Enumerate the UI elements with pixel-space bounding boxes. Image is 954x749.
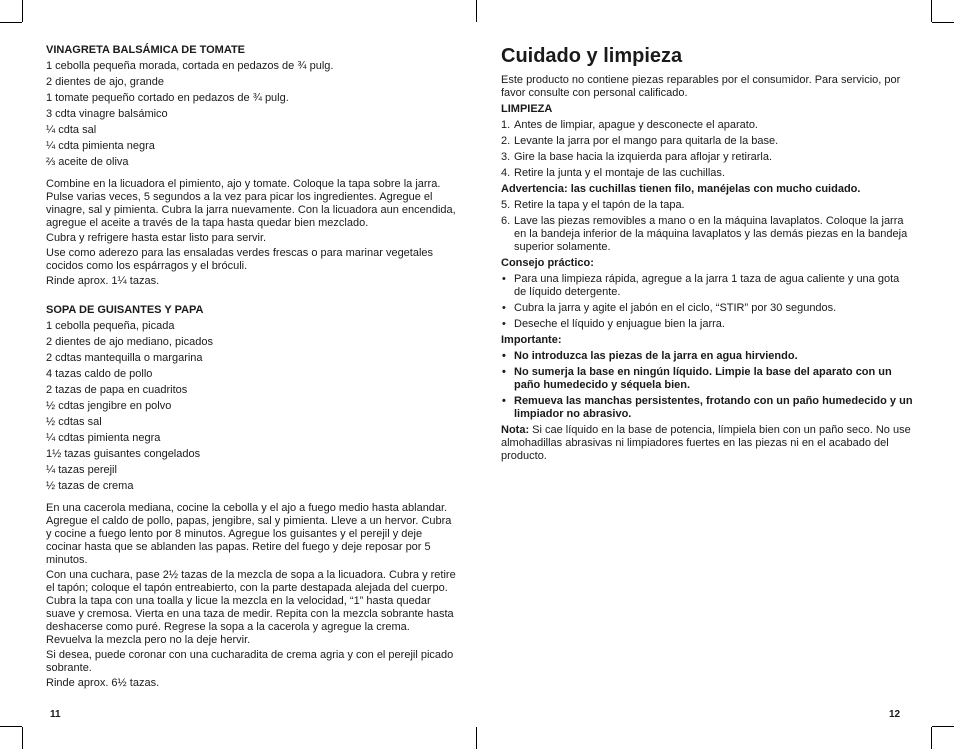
ingredient: 2 tazas de papa en cuadritos — [46, 384, 188, 396]
cleaning-steps — [501, 119, 913, 180]
step-text: Retire la tapa y el tapón de la tapa. — [514, 199, 685, 211]
instruction-paragraph: En una cacerola mediana, cocine la cebolla y el ajo a fuego medio hasta ablandar. Agregue el caldo de pollo, papas, jengibre, sal y pimienta. Lleve a un hervor. Cubra y cocine a fuego lento por 8 minutos. Agregue los guisantes y el perejil y deje cocinar hasta que se ablanden las papas. Retire del fuego y deje reposar por 5 minutos. — [46, 502, 452, 566]
step-text: Antes de limpiar, apague y desconecte el aparato. — [514, 119, 758, 131]
page-number: 11 — [50, 709, 61, 720]
instruction-paragraph: Combine en la licuadora el pimiento, ajo y tomate. Coloque la tapa sobre la jarra. Pulse varias veces, 5 segundos a la vez para picar los ingredientes. Agregue el vinagre, sal y pimienta. Cubra la jarra nuevamente. Con la licuadora aun encendida, agregue el aceite a través de la tapa hasta quedar bien mezclado. — [46, 178, 456, 229]
step-item — [501, 215, 913, 254]
step-text: Retire la junta y el montaje de las cuchillas. — [514, 167, 725, 179]
intro-text: Este producto no contiene piezas reparables por el consumidor. Para servicio, por favor consulte con personal calificado. — [501, 74, 901, 99]
step-number: 1. — [501, 119, 511, 131]
ingredient: ⅔ aceite de oliva — [46, 156, 129, 168]
ingredient: 1 cebolla pequeña morada, cortada en pedazos de ¾ pulg. — [46, 60, 334, 72]
note-paragraph — [501, 424, 913, 463]
important-text: No introduzca las piezas de la jarra en agua hirviendo. — [514, 350, 798, 362]
important-list — [501, 350, 913, 421]
left-page — [46, 44, 458, 692]
important-item — [501, 366, 913, 392]
tip-text: Cubra la jarra y agite el jabón en el ciclo, “STIR” por 30 segundos. — [514, 302, 837, 314]
step-item — [501, 135, 913, 148]
recipe-title: SOPA DE GUISANTES Y PAPA — [46, 304, 204, 316]
ingredient: 2 dientes de ajo, grande — [46, 76, 165, 88]
bullet-icon: • — [502, 273, 506, 285]
crop-mark — [476, 727, 477, 749]
ingredient: ¼ tazas perejil — [46, 464, 117, 476]
ingredient: 1½ tazas guisantes congelados — [46, 448, 201, 460]
step-item — [501, 199, 913, 212]
crop-mark — [931, 0, 932, 22]
step-number: 2. — [501, 135, 511, 147]
note-text: Si cae líquido en la base de potencia, límpiela bien con un paño seco. No use almohadillas abrasivas ni limpiadores fuertes en las piezas ni en el acabado del producto. — [501, 424, 911, 462]
recipe-title: VINAGRETA BALSÁMICA DE TOMATE — [46, 44, 246, 56]
tip-list — [501, 273, 913, 331]
tip-item — [501, 273, 913, 299]
ingredient: 1 tomate pequeño cortado en pedazos de ¾ pulg. — [46, 92, 289, 104]
step-number: 5. — [501, 199, 511, 211]
important-text: Remueva las manchas persistentes, frotando con un paño humedecido y un limpiador no abrasivo. — [514, 395, 913, 420]
step-number: 4. — [501, 167, 511, 179]
ingredient: ½ cdtas jengibre en polvo — [46, 400, 172, 412]
crop-mark — [0, 22, 22, 23]
important-item — [501, 350, 913, 363]
page-title: Cuidado y limpieza — [501, 45, 683, 67]
step-number: 6. — [501, 215, 511, 227]
step-text: Gire la base hacia la izquierda para aflojar y retirarla. — [514, 151, 773, 163]
crop-mark — [932, 22, 954, 23]
important-heading: Importante: — [501, 334, 562, 346]
crop-mark — [932, 726, 954, 727]
warning-text: Advertencia: las cuchillas tienen filo, manéjelas con mucho cuidado. — [501, 183, 861, 195]
tip-heading: Consejo práctico: — [501, 257, 594, 269]
crop-mark — [0, 726, 22, 727]
note-label: Nota: — [501, 424, 530, 436]
ingredient-list — [46, 320, 458, 493]
instruction-paragraph: Si desea, puede coronar con una cucharadita de crema agria y con el perejil picado sobrante. — [46, 649, 454, 674]
instruction-paragraph: Cubra y refrigere hasta estar listo para servir. — [46, 232, 267, 244]
ingredient: ¼ cdtas pimienta negra — [46, 432, 161, 444]
important-text: No sumerja la base en ningún líquido. Limpie la base del aparato con un paño humedecido y séquela bien. — [514, 366, 892, 391]
step-text: Levante la jarra por el mango para quitarla de la base. — [514, 135, 779, 147]
crop-mark — [931, 727, 932, 749]
ingredient: 4 tazas caldo de pollo — [46, 368, 153, 380]
important-item — [501, 395, 913, 421]
ingredient: ¼ cdta pimienta negra — [46, 140, 155, 152]
ingredient: ¼ cdta sal — [46, 124, 97, 136]
yield-text: Rinde aprox. 1¼ tazas. — [46, 275, 160, 287]
ingredient: 1 cebolla pequeña, picada — [46, 320, 175, 332]
bullet-icon: • — [502, 395, 506, 407]
tip-text: Para una limpieza rápida, agregue a la jarra 1 taza de agua caliente y una gota de líquido detergente. — [514, 273, 900, 298]
bullet-icon: • — [502, 318, 506, 330]
instruction-paragraph: Use como aderezo para las ensaladas verdes frescas o para marinar vegetales cocidos como los espárragos y el bróculi. — [46, 247, 434, 272]
bullet-icon: • — [502, 302, 506, 314]
right-page — [501, 44, 913, 466]
step-item — [501, 151, 913, 164]
ingredient: 2 cdtas mantequilla o margarina — [46, 352, 203, 364]
ingredient-list — [46, 60, 458, 169]
ingredient: ½ cdtas sal — [46, 416, 102, 428]
tip-text: Deseche el líquido y enjuague bien la jarra. — [514, 318, 725, 330]
step-item — [501, 119, 913, 132]
step-text: Lave las piezas removibles a mano o en la máquina lavaplatos. Coloque la jarra en la bandeja inferior de la máquina lavaplatos y las demás piezas en la bandeja superior solamente. — [514, 215, 908, 253]
step-item — [501, 167, 913, 180]
section-heading: LIMPIEZA — [501, 103, 553, 115]
cleaning-steps — [501, 199, 913, 254]
bullet-icon: • — [502, 366, 506, 378]
bullet-icon: • — [502, 350, 506, 362]
step-number: 3. — [501, 151, 511, 163]
yield-text: Rinde aprox. 6½ tazas. — [46, 677, 160, 689]
crop-mark — [476, 0, 477, 22]
ingredient: 2 dientes de ajo mediano, picados — [46, 336, 213, 348]
ingredient: 3 cdta vinagre balsámico — [46, 108, 168, 120]
page-number: 12 — [889, 709, 901, 720]
instruction-paragraph: Con una cuchara, pase 2½ tazas de la mezcla de sopa a la licuadora. Cubra y retire el tapón; coloque el tapón entreabierto, con la parte destapada alejada del cuerpo. Cubra la tapa con una toalla y licue la mezcla en la velocidad, “1” hasta quedar suave y cremosa. Vierta en una taza de medir. Repita con la mezcla sobrante hasta deshacerse como puré. Regrese la sopa a la cacerola y agregue la crema. Revuelva la mezcla pero no la deje hervir. — [46, 569, 456, 646]
crop-mark — [22, 0, 23, 22]
crop-mark — [22, 727, 23, 749]
tip-item — [501, 302, 913, 315]
ingredient: ½ tazas de crema — [46, 480, 134, 492]
tip-item — [501, 318, 913, 331]
